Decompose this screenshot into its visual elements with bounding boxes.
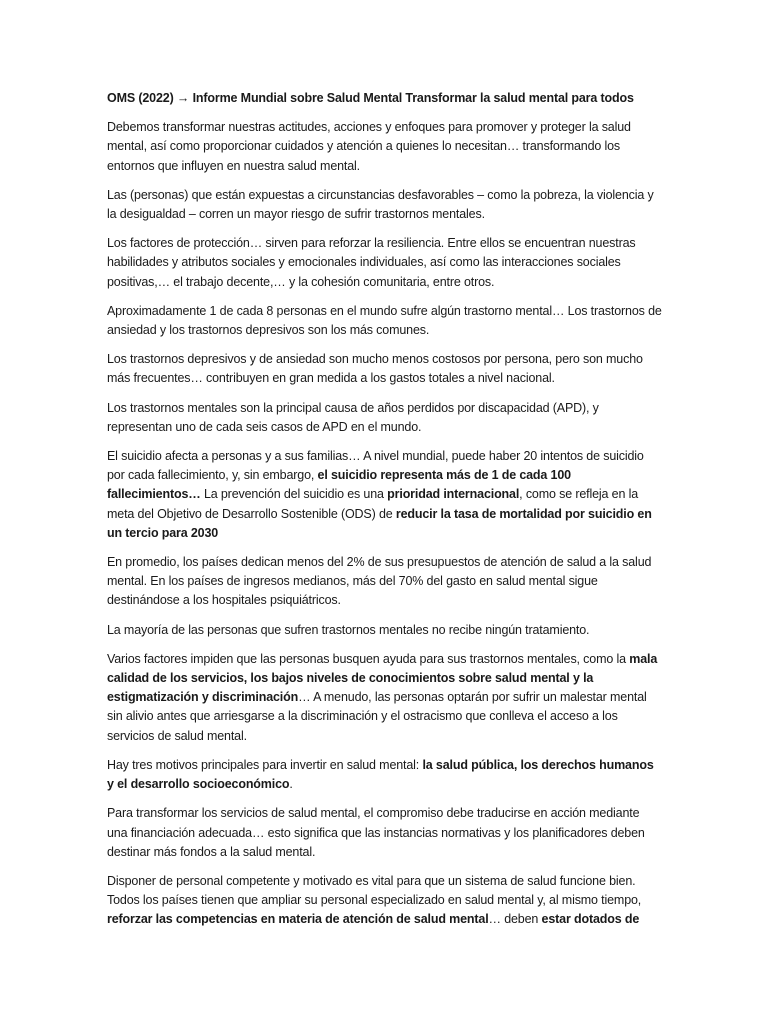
paragraph-text: Los trastornos mentales son la principal causa de años perdidos por discapacidad (APD), y representan uno de cada seis casos de APD en el mundo. xyxy=(107,400,599,434)
paragraph-text: Varios factores impiden que las personas busquen ayuda para sus trastornos mentales, como la xyxy=(107,651,630,666)
paragraph-text: Los trastornos depresivos y de ansiedad son mucho menos costosos por persona, pero son mucho más frecuentes… contribuyen en gran medida a los gastos totales a nivel nacional. xyxy=(107,352,643,386)
paragraph-text: La prevención del suicidio es una xyxy=(200,487,388,502)
paragraph-6 xyxy=(107,399,663,437)
paragraph-5 xyxy=(107,350,663,388)
paragraph-text: Las (personas) que están expuestas a circunstancias desfavorables – como la pobreza, la violencia y la desigualdad – corren un mayor riesgo de sufrir trastornos mentales. xyxy=(107,187,654,222)
paragraph-3 xyxy=(107,234,663,292)
paragraph-4 xyxy=(107,302,663,340)
paragraph-9 xyxy=(107,621,663,640)
paragraph-text: … A menudo, las personas optarán por sufrir un malestar mental sin alivio antes que arriesgarse a la discriminación y el ostracismo que conlleva el acceso a los servicios de salud mental. xyxy=(107,690,647,743)
document-title: OMS (2022) → Informe Mundial sobre Salud Mental Transformar la salud mental para todos xyxy=(107,91,634,105)
paragraph-13 xyxy=(107,872,663,930)
paragraph-text: Disponer de personal competente y motivado es vital para que un sistema de salud funcione bien. Todos los países tienen que ampliar su personal especializado en salud mental y, al mismo tiempo, xyxy=(107,873,642,908)
paragraph-text: Los factores de protección… sirven para reforzar la resiliencia. Entre ellos se encuentran nuestras habilidades y atributos sociales y emocionales individuales, así como las interacciones sociales positivas,… el trabajo decente,… y la cohesión comunitaria, entre otros. xyxy=(107,236,636,289)
paragraph-2 xyxy=(107,186,663,224)
paragraph-1 xyxy=(107,118,663,176)
document-page xyxy=(107,89,663,940)
paragraph-11 xyxy=(107,756,663,794)
paragraph-10 xyxy=(107,650,663,746)
paragraph-bold-text: la salud pública, los derechos humanos y el desarrollo socioeconómico xyxy=(107,757,654,792)
paragraph-text: El suicidio afecta a personas y a sus familias… A nivel mundial, puede haber 20 intentos de suicidio por cada fallecimiento, y, sin embargo, xyxy=(107,449,644,483)
paragraph-bold-text: el suicidio representa más de 1 de cada 100 fallecimientos… xyxy=(107,468,571,502)
paragraph-12 xyxy=(107,804,663,862)
paragraph-bold-text: reducir la tasa de mortalidad por suicidio en un tercio para 2030 xyxy=(107,506,652,540)
paragraph-7 xyxy=(107,447,663,543)
paragraph-8 xyxy=(107,553,663,611)
paragraph-text: En promedio, los países dedican menos del 2% de sus presupuestos de atención de salud a la salud mental. En los países de ingresos medianos, más del 70% del gasto en salud mental sigue destinándose a los hospitales psiquiátricos. xyxy=(107,555,652,608)
paragraph-text: Para transformar los servicios de salud mental, el compromiso debe traducirse en acción mediante una financiación adecuada… esto significa que las instancias normativas y los planificadores deben destinar más fondos a la salud mental. xyxy=(107,806,645,859)
paragraph-bold-text: prioridad internacional xyxy=(387,487,520,502)
paragraph-text: La mayoría de las personas que sufren trastornos mentales no recibe ningún tratamiento. xyxy=(107,622,590,637)
paragraph-text: Hay tres motivos principales para invertir en salud mental: xyxy=(107,757,423,772)
paragraph-bold-text: mala calidad de los servicios, los bajos niveles de conocimientos sobre salud mental y la estigmatización y discriminación xyxy=(107,651,658,705)
paragraph-text: Aproximadamente 1 de cada 8 personas en el mundo sufre algún trastorno mental… Los trastornos de ansiedad y los trastornos depresivos son los más comunes. xyxy=(107,303,662,338)
paragraph-bold-text: estar dotados de xyxy=(541,912,640,927)
paragraph-text: Debemos transformar nuestras actitudes, acciones y enfoques para promover y proteger la salud mental, así como proporcionar cuidados y atención a quienes lo necesitan… transformando los entornos que influyen en nuestra salud mental. xyxy=(107,120,631,173)
paragraph-text: . xyxy=(289,777,293,792)
paragraph-text: … deben xyxy=(488,912,542,927)
paragraph-text: , como se refleja en la meta del Objetivo de Desarrollo Sostenible (ODS) de xyxy=(107,487,639,521)
paragraph-bold-text: reforzar las competencias en materia de atención de salud mental xyxy=(107,912,489,927)
